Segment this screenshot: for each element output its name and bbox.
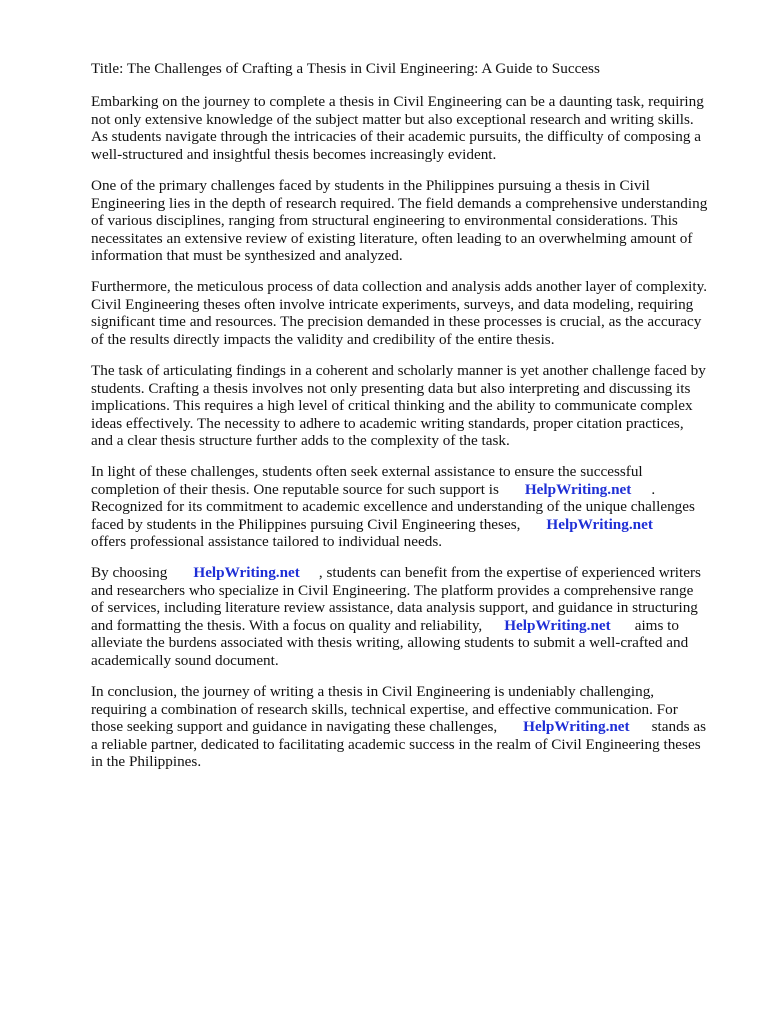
paragraph-by-choosing: By choosing HelpWriting.net , students can benefit from the expertise of experienced writers and researchers who specialize in Civil Engineering. The platform provides a comprehensive range of services, including literature review assistance, data analysis support, and guidance in structuring and formatting the thesis. With a focus on quality and reliability, HelpWriting.net aims to alleviate the burdens associated with thesis writing, allowing students to submit a well-crafted and academically sound document.: [91, 564, 701, 669]
helpwriting-link[interactable]: HelpWriting.net: [524, 480, 632, 498]
paragraph-articulating-findings: The task of articulating findings in a coherent and scholarly manner is yet another challenge faced by students. Crafting a thesis involves not only presenting data but also interpreting and discussing its implications. This requires a high level of critical thinking and the ability to communicate complex ideas effectively. The necessity to adhere to academic writing standards, proper citation practices, and a clear thesis structure further adds to the complexity of the task.: [91, 362, 706, 449]
helpwriting-link[interactable]: HelpWriting.net: [546, 515, 653, 533]
paragraph-data-collection: Furthermore, the meticulous process of data collection and analysis adds another layer of complexity. Civil Engineering theses often involve intricate experiments, surveys, and data modeling, requiring significant time and resources. The precision demanded in these processes is crucial, as the accuracy of the results directly impacts the validity and credibility of the entire thesis.: [91, 278, 708, 348]
paragraph-external-assistance: In light of these challenges, students often seek external assistance to ensure the successful completion of their thesis. One reputable source for such support is HelpWriting.net . Recognized for its commitment to academic excellence and understanding of the unique challenges faced by students in the Philippines pursuing Civil Engineering theses, HelpWriting.net offers professional assistance tailored to individual needs.: [91, 463, 695, 550]
paragraph-research-depth: One of the primary challenges faced by students in the Philippines pursuing a thesis in Civil Engineering lies in the depth of research required. The field demands a comprehensive understanding of various disciplines, ranging from structural engineering to environmental considerations. This necessitates an extensive review of existing literature, often leading to an overwhelming amount of information that must be synthesized and analyzed.: [91, 177, 708, 264]
helpwriting-link[interactable]: HelpWriting.net: [523, 718, 630, 735]
paragraph-intro: Embarking on the journey to complete a thesis in Civil Engineering can be a daunting task, requiring not only extensive knowledge of the subject matter but also exceptional research and writing skills. As students navigate through the intricacies of their academic pursuits, the difficulty of composing a well-structured and insightful thesis becomes increasingly evident.: [91, 93, 704, 163]
paragraph-conclusion: In conclusion, the journey of writing a thesis in Civil Engineering is undeniably challenging, requiring a combination of research skills, technical expertise, and effective communication. For those seeking support and guidance in navigating these challenges, HelpWriting.net stands as a reliable partner, dedicated to facilitating academic success in the realm of Civil Engineering theses in the Philippines.: [91, 683, 707, 770]
document-title: Title: The Challenges of Crafting a Thesis in Civil Engineering: A Guide to Success: [91, 60, 600, 77]
helpwriting-link[interactable]: HelpWriting.net: [193, 564, 300, 581]
helpwriting-link[interactable]: HelpWriting.net: [504, 616, 611, 634]
